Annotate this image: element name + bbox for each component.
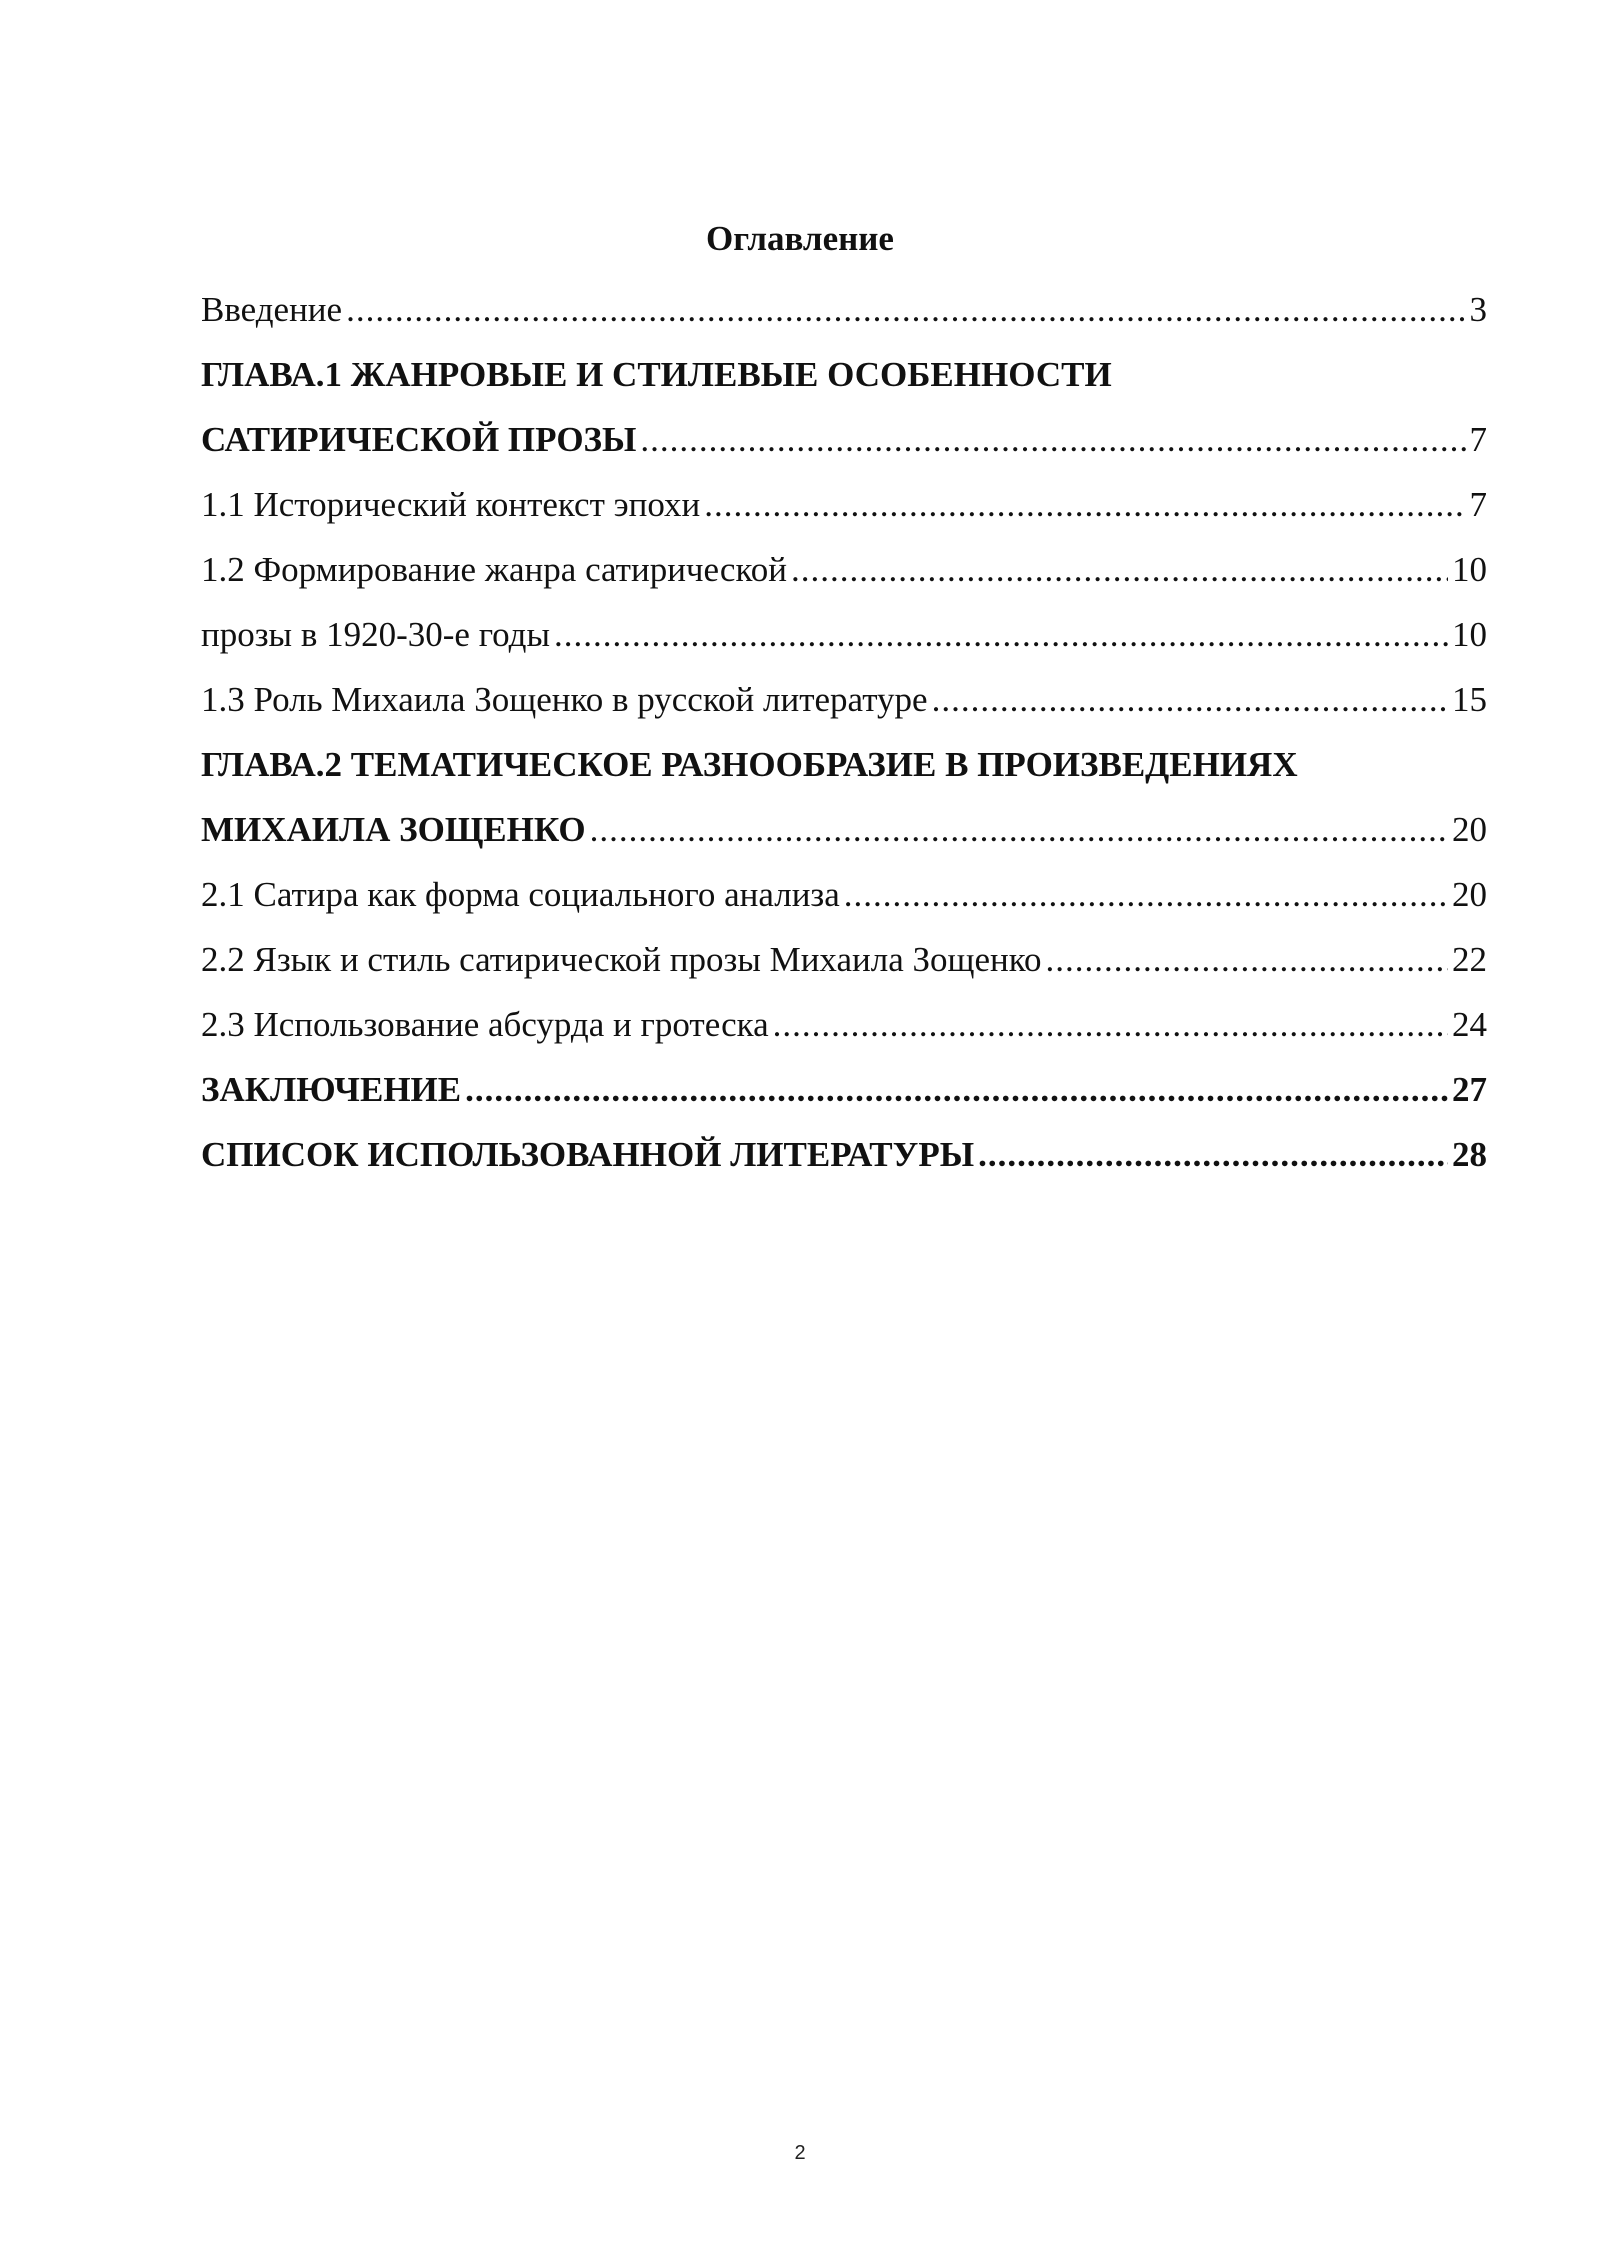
toc-entry-page: 10: [1452, 550, 1487, 589]
toc-entry-text: 1.2 Формирование жанра сатирической: [201, 550, 787, 589]
dot-leader: [590, 797, 1448, 862]
toc-entry-text: ГЛАВА.1 ЖАНРОВЫЕ И СТИЛЕВЫЕ ОСОБЕННОСТИ: [201, 355, 1112, 394]
table-of-contents: [201, 277, 1487, 1187]
toc-entry-section-2-2[interactable]: [201, 927, 1487, 992]
toc-entry-section-2-3[interactable]: [201, 992, 1487, 1057]
toc-entry-page: 7: [1469, 485, 1487, 524]
toc-entry-bibliography[interactable]: [201, 1122, 1487, 1187]
toc-entry-chapter2-line1[interactable]: [201, 732, 1487, 797]
toc-entry-text: 1.1 Исторический контекст эпохи: [201, 485, 701, 524]
toc-entry-chapter1[interactable]: [201, 407, 1487, 472]
toc-entry-section-1-3[interactable]: [201, 667, 1487, 732]
toc-entry-page: 20: [1452, 810, 1487, 849]
dot-leader: [978, 1122, 1448, 1187]
toc-entry-text: 1.3 Роль Михаила Зощенко в русской литературе: [201, 680, 928, 719]
toc-entry-chapter1-line1[interactable]: [201, 342, 1487, 407]
toc-entry-text: СПИСОК ИСПОЛЬЗОВАННОЙ ЛИТЕРАТУРЫ: [201, 1135, 975, 1174]
toc-entry-text: 2.3 Использование абсурда и гротеска: [201, 1005, 769, 1044]
toc-entry-page: 27: [1452, 1070, 1487, 1109]
toc-entry-chapter2[interactable]: [201, 797, 1487, 862]
toc-entry-page: 20: [1452, 875, 1487, 914]
toc-entry-text: 2.1 Сатира как форма социального анализа: [201, 875, 840, 914]
page-number: 2: [794, 2142, 806, 2164]
dot-leader: [465, 1057, 1448, 1122]
toc-entry-section-2-1[interactable]: [201, 862, 1487, 927]
dot-leader: [791, 537, 1448, 602]
dot-leader: [1045, 927, 1448, 992]
toc-entry-section-1-2[interactable]: [201, 537, 1487, 602]
toc-entry-text: МИХАИЛА ЗОЩЕНКО: [201, 810, 586, 849]
toc-entry-text: прозы в 1920-30-е годы: [201, 615, 550, 654]
toc-entry-page: 15: [1452, 680, 1487, 719]
toc-entry-text: ЗАКЛЮЧЕНИЕ: [201, 1070, 462, 1109]
toc-title: Оглавление: [706, 219, 894, 258]
toc-entry-section-1-2-cont[interactable]: [201, 602, 1487, 667]
toc-entry-section-1-1[interactable]: [201, 472, 1487, 537]
toc-entry-page: 24: [1452, 1005, 1487, 1044]
toc-entry-text: 2.2 Язык и стиль сатирической прозы Михаила Зощенко: [201, 940, 1042, 979]
dot-leader: [640, 407, 1465, 472]
toc-entry-page: 3: [1469, 290, 1487, 329]
dot-leader: [773, 992, 1448, 1057]
dot-leader: [704, 472, 1465, 537]
toc-entry-text: Введение: [201, 290, 343, 329]
dot-leader: [932, 667, 1448, 732]
toc-entry-page: 10: [1452, 615, 1487, 654]
toc-entry-text: ГЛАВА.2 ТЕМАТИЧЕСКОЕ РАЗНООБРАЗИЕ В ПРОИЗВЕДЕНИЯХ: [201, 745, 1298, 784]
dot-leader: [554, 602, 1448, 667]
dot-leader: [844, 862, 1448, 927]
toc-entry-page: 7: [1469, 420, 1487, 459]
toc-entry-introduction[interactable]: [201, 277, 1487, 342]
dot-leader: [346, 277, 1465, 342]
toc-entry-conclusion[interactable]: [201, 1057, 1487, 1122]
toc-entry-page: 28: [1452, 1135, 1487, 1174]
toc-entry-text: САТИРИЧЕСКОЙ ПРОЗЫ: [201, 420, 637, 459]
toc-entry-page: 22: [1452, 940, 1487, 979]
